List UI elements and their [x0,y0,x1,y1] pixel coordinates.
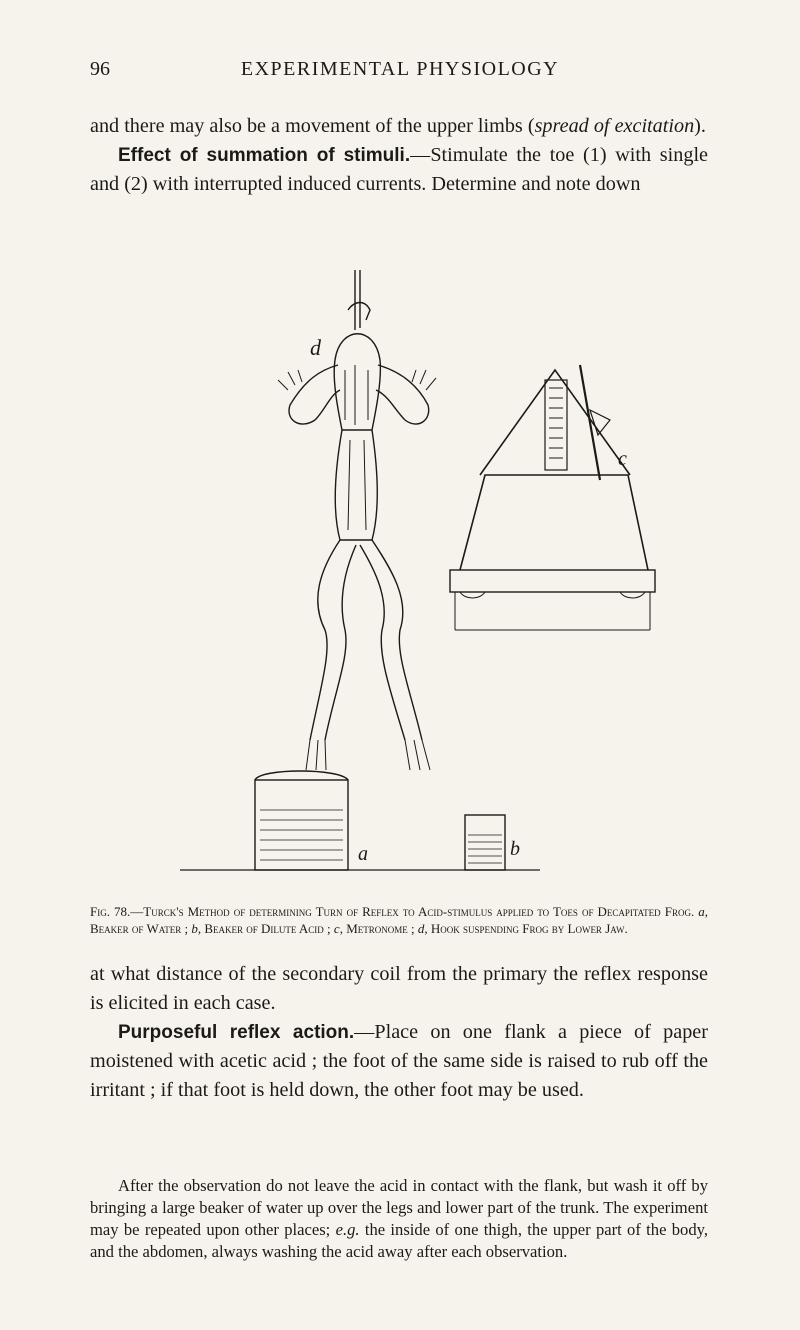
figure-label-a: a [358,843,368,865]
caption-letter-c: c [333,921,340,936]
emphasis-spread: spread of excitation [534,115,695,137]
figure-turck-apparatus [160,270,660,890]
heading-summation: Effect of summation of stimuli. [118,145,411,166]
figure-label-b: b [510,838,520,860]
figure-label-c: c [618,448,627,470]
caption-letter-a: a [698,904,705,919]
caption-letter-d: d [417,921,425,936]
paragraph-summation [90,112,708,199]
caption-letter-b: b [191,921,198,936]
paragraph-summation-body: Effect of summation of stimuli.—Stimulate the toe (1) with single and (2) with interrupted induced currents. Determine and note down [90,144,709,195]
emphasis-eg: e.g. [335,1220,360,1239]
heading-purposeful: Purposeful reflex action. [118,1022,355,1043]
running-title: EXPERIMENTAL PHYSIOLOGY [240,58,560,80]
paragraph-upper-limbs: and there may also be a movement of the upper limbs (spread of excitation). [90,115,706,137]
paragraph-continuation: at what distance of the secondary coil from the primary the reflex response is elicited in each case. [90,963,708,1014]
paragraph-reflex [90,960,708,1105]
figure-label-d: d [310,335,321,360]
running-head [90,58,710,88]
page-number: 96 [90,58,110,80]
apparatus-illustration [160,270,660,890]
paragraph-observation-note: After the observation do not leave the acid in contact with the flank, but wash it off by bringing a large beaker of water up over the legs and lower part of the trunk. The experiment may be repeated upon other places; e.g. the inside of one thigh, the upper part of the body, and the abdomen, always washing the acid away after each observation. [90,1176,708,1261]
figure-caption: Fig. 78.—Turck's Method of determining Turn of Reflex to Acid-stimulus applied to Toes of Decapitated Frog. a, Beaker of Water ; b, Beaker of Dilute Acid ; c, Metronome ; d, Hook suspending Frog by Lower Jaw. [90,904,709,936]
paragraph-purposeful: Purposeful reflex action.—Place on one flank a piece of paper moistened with acetic acid ; the foot of the same side is raised to rub off the irritant ; if that foot is held down, the other foot may be used. [90,1021,708,1101]
